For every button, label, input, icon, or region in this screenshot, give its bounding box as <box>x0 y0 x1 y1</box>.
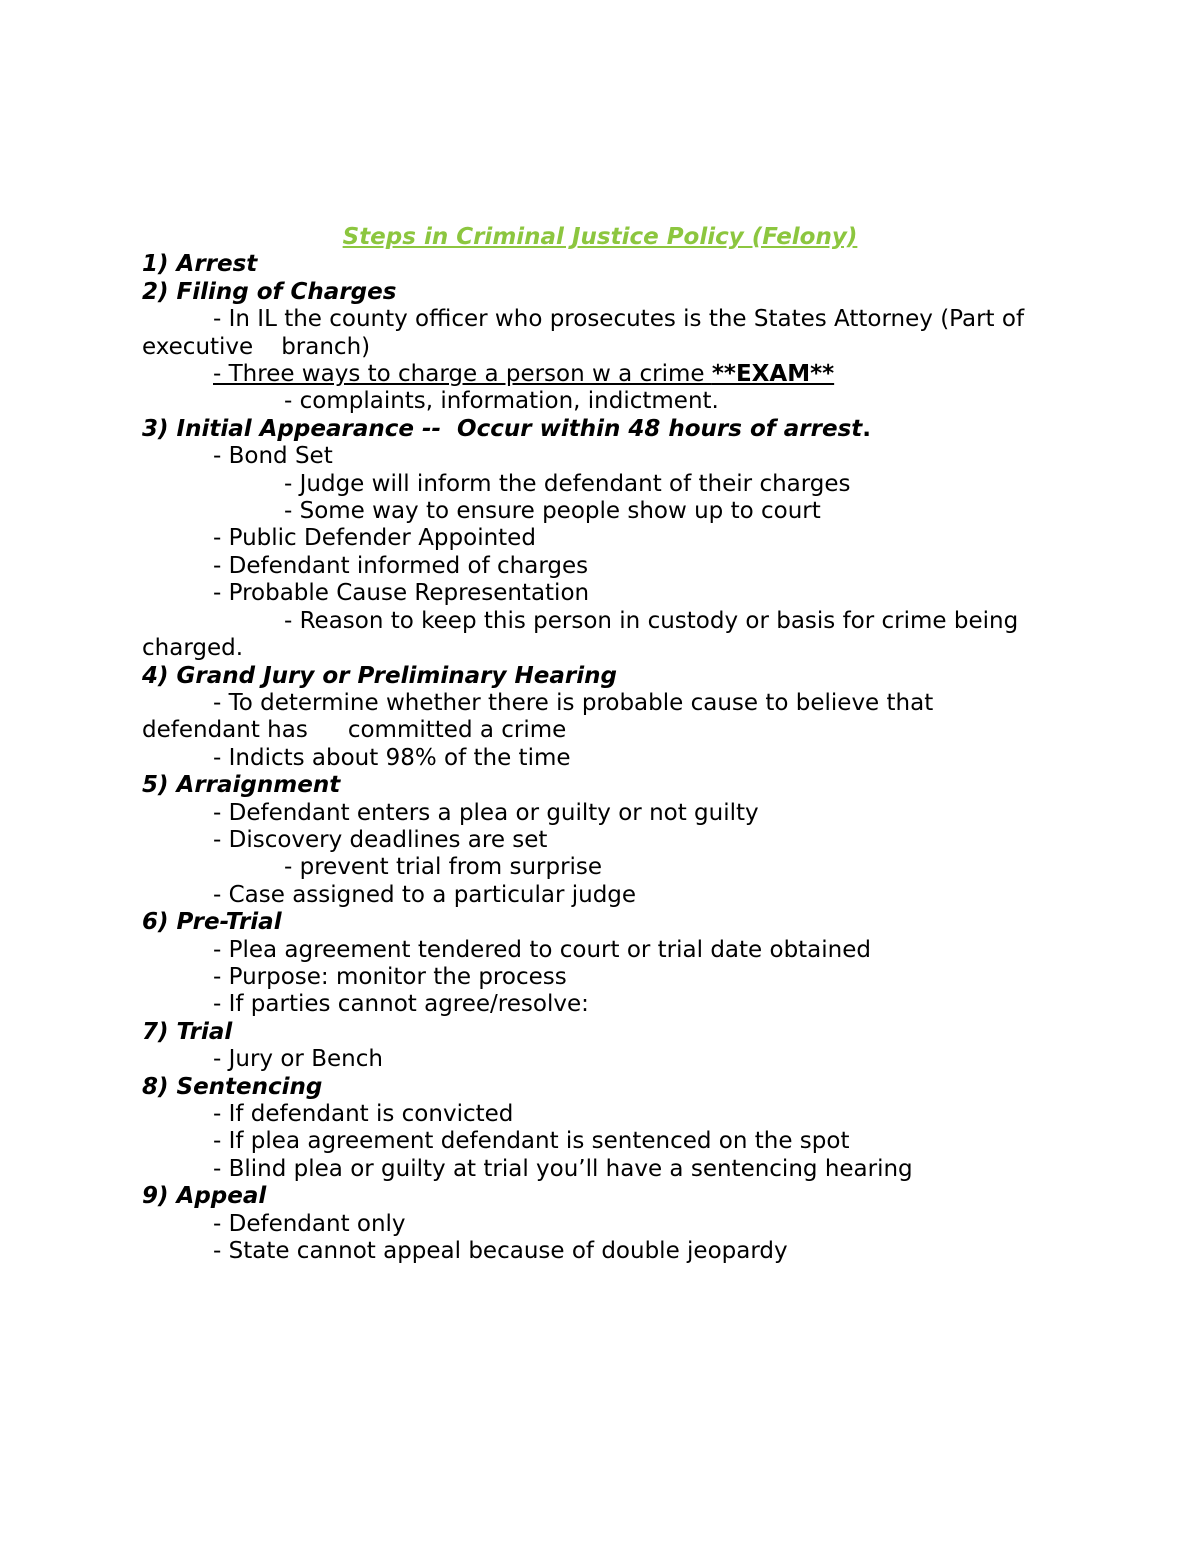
list-item: - Jury or Bench <box>213 1046 383 1073</box>
text-run: branch) <box>281 333 371 360</box>
section-heading-trial: 7) Trial <box>142 1018 233 1045</box>
section-heading-pre-trial: 6) Pre-Trial <box>142 909 282 936</box>
list-item <box>142 361 1058 388</box>
list-item: - Bond Set <box>213 443 333 470</box>
sub-list-item: - complaints, information, indictment. <box>284 388 719 415</box>
list-item: - Case assigned to a particular judge <box>213 881 637 908</box>
section-heading-initial-appearance <box>142 416 1058 443</box>
section-heading-arrest: 1) Arrest <box>142 251 258 278</box>
exam-marker: **EXAM** <box>711 361 835 388</box>
list-item: - Blind plea or guilty at trial you’ll have a sentencing hearing <box>213 1155 913 1182</box>
list-item: - State cannot appeal because of double jeopardy <box>213 1238 788 1265</box>
text-run: defendant has <box>142 717 308 744</box>
section-heading-sentencing: 8) Sentencing <box>142 1073 323 1100</box>
text-run: - Three ways to charge a person w a crime <box>213 361 712 388</box>
section-heading-grand-jury: 4) Grand Jury or Preliminary Hearing <box>142 662 617 689</box>
list-item-continuation <box>142 717 1058 744</box>
text-run: committed a crime <box>347 717 567 744</box>
list-item: - In IL the county officer who prosecutes is the States Attorney (Part of <box>213 306 1025 333</box>
sub-list-item: - Judge will inform the defendant of their charges <box>284 470 851 497</box>
list-item: - Defendant enters a plea or guilty or not guilty <box>213 799 759 826</box>
text-run: . <box>862 415 872 442</box>
underlined-text <box>213 361 834 387</box>
sub-list-item: - prevent trial from surprise <box>284 854 603 881</box>
list-item: - Indicts about 98% of the time <box>213 744 571 771</box>
list-item: - To determine whether there is probable cause to believe that <box>213 689 934 716</box>
list-item: - Purpose: monitor the process <box>213 963 567 990</box>
list-item: - Probable Cause Representation <box>213 580 590 607</box>
document-page <box>142 222 1058 1265</box>
list-item: - If plea agreement defendant is sentenced on the spot <box>213 1128 850 1155</box>
list-item: - Defendant only <box>213 1210 406 1237</box>
list-item: - If defendant is convicted <box>213 1101 514 1127</box>
list-item-continuation: charged. <box>142 635 244 662</box>
list-item-continuation <box>142 334 1058 361</box>
text-run: 3) Initial Appearance -- Occur within 48 hours of arrest <box>142 415 863 442</box>
section-heading-arraignment: 5) Arraignment <box>142 772 341 799</box>
text-run: executive <box>142 333 254 360</box>
list-item: - Plea agreement tendered to court or trial date obtained <box>213 936 871 963</box>
sub-list-item: - Some way to ensure people show up to court <box>284 498 821 525</box>
section-heading-appeal: 9) Appeal <box>142 1183 267 1210</box>
section-heading-filing-of-charges: 2) Filing of Charges <box>142 278 397 305</box>
list-item: - Public Defender Appointed <box>213 525 536 552</box>
list-item: - Defendant informed of charges <box>213 552 589 579</box>
sub-list-item: - Reason to keep this person in custody or basis for crime being <box>284 607 1019 634</box>
list-item: - If parties cannot agree/resolve: <box>213 991 589 1018</box>
list-item: - Discovery deadlines are set <box>213 826 548 853</box>
document-title: Steps in Criminal Justice Policy (Felony) <box>342 224 858 250</box>
